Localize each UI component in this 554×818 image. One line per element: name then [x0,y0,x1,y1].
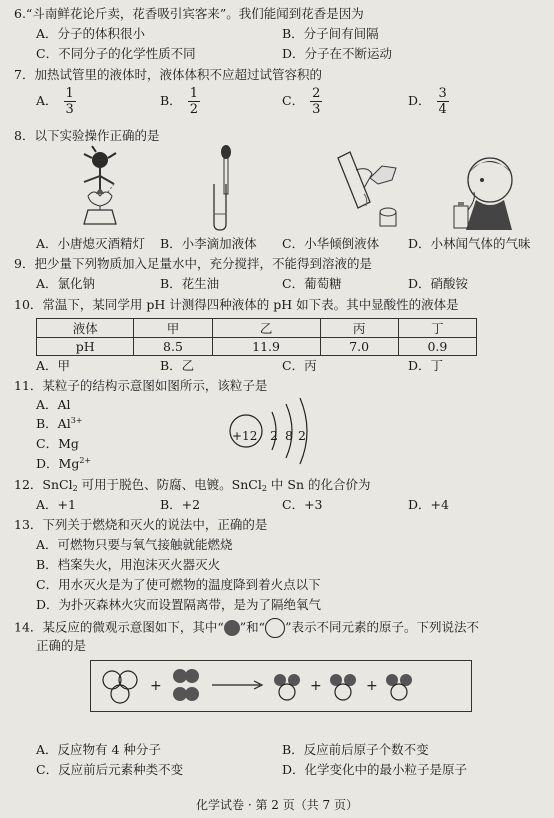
q14-option-d: D．化学变化中的最小粒子是原子 [282,762,468,777]
ph-table-cell: 0.9 [398,338,476,356]
light-atom-legend-icon [265,618,285,638]
q10-stem: 10．常温下，某同学用 pH 计测得四种液体的 pH 如下表。其中显酸性的液体是 [14,297,459,312]
q11-option-b: B．$Al^{3+}$ [36,416,83,431]
dark-atom-legend-icon [224,620,240,636]
q14-option-a: A．反应物有 4 种分子 [36,742,161,757]
pour-liquid-illustration [312,148,402,230]
q12-option-c: C．+3 [282,497,323,512]
q7-stem: 7．加热试管里的液体时，液体体积不应超过试管容积的 [14,67,322,82]
q13-stem: 13．下列关于燃烧和灭火的说法中，正确的是 [14,517,268,532]
q11-option-a: A．Al [36,397,71,412]
q12-stem: 12．SnCl$_2$ 可用于脱色、防腐、电镀。SnCl$_2$ 中 Sn 的化合价为 [14,477,371,493]
q6-option-c: C．不同分子的化学性质不同 [36,46,196,61]
q9-option-a: A．氯化钠 [36,276,96,291]
atom-shell-3: 2 [298,428,306,443]
atom-nucleus-charge: +12 [232,429,258,443]
smell-gas-illustration [446,150,526,232]
ph-table-cell: pH [37,338,134,356]
q8-stem: 8．以下实验操作正确的是 [14,128,160,143]
q8-option-d: D．小林闻气体的气味 [408,236,531,251]
q8-option-c: C．小华倾倒液体 [282,236,380,251]
svg-text:+: + [150,678,162,694]
q10-option-c: C．丙 [282,358,317,373]
reaction-diagram [90,660,470,710]
dropper-illustration [196,144,256,234]
q7-option-b: B． $\frac{1}{2}$ [160,86,198,117]
q9-option-c: C．葡萄糖 [282,276,342,291]
ph-table-cell: 乙 [212,319,320,338]
ph-table [36,318,477,356]
atom-shell-2: 8 [285,428,293,443]
atom-shell-1: 2 [270,428,278,443]
ph-table-cell: 丁 [398,319,476,338]
ph-table-value-row [37,338,477,356]
q13-option-d: D．为扑灭森林火灾而设置隔离带，是为了隔绝氧气 [36,597,322,612]
q13-option-c: C．用水灭火是为了使可燃物的温度降到着火点以下 [36,577,321,592]
q11-option-d: D．$Mg^{2+}$ [36,456,92,471]
q6-option-a: A．分子的体积很小 [36,26,146,41]
q7-option-c: C． $\frac{2}{3}$ [282,86,321,117]
q12-option-a: A．+1 [36,497,76,512]
q8-option-a: A．小唐熄灭酒精灯 [36,236,146,251]
q10-option-a: A．甲 [36,358,71,373]
q6-stem: 6.“斗南鲜花论斤卖，花香吸引宾客来”。我们能闻到花香是因为 [14,6,364,21]
q8-option-b: B．小李滴加液体 [160,236,257,251]
ph-table-header-row [37,319,477,338]
page-footer: 化学试卷 · 第 2 页（共 7 页） [196,798,358,812]
q12-option-b: B．+2 [160,497,201,512]
ph-table-cell: 丙 [320,319,398,338]
q10-option-d: D．丁 [408,358,444,373]
q7-option-d: D． $\frac{3}{4}$ [408,86,447,117]
ph-table-cell: 11.9 [212,338,320,356]
svg-text:+: + [366,678,378,694]
extinguish-lamp-illustration [70,148,140,230]
ph-table-cell: 液体 [37,319,134,338]
q14-stem-cont: 正确的是 [36,638,87,653]
q9-stem: 9．把少量下列物质加入足量水中，充分搅拌，不能得到溶液的是 [14,256,372,271]
ph-table-cell: 8.5 [134,338,212,356]
ph-table-cell: 甲 [134,319,212,338]
q6-option-b: B．分子间有间隔 [282,26,379,41]
q11-option-c: C．Mg [36,436,79,451]
q11-stem: 11．某粒子的结构示意图如图所示，该粒子是 [14,378,268,393]
q6-option-d: D．分子在不断运动 [282,46,393,61]
q10-option-b: B．乙 [160,358,195,373]
q7-option-a: A． $\frac{1}{3}$ [36,86,74,117]
q14-option-c: C．反应前后元素种类不变 [36,762,184,777]
q13-option-a: A．可燃物只要与氧气接触就能燃烧 [36,537,233,552]
q14-stem: 14．某反应的微观示意图如下，其中“ ”和“ ”表示不同元素的原子。下列说法不 [14,618,479,638]
q14-option-b: B．反应前后原子个数不变 [282,742,429,757]
ph-table-cell: 7.0 [320,338,398,356]
q9-option-d: D．硝酸铵 [408,276,469,291]
q12-option-d: D．+4 [408,497,449,512]
svg-text:+: + [310,678,322,694]
q9-option-b: B．花生油 [160,276,220,291]
q13-option-b: B．档案失火，用泡沫灭火器灭火 [36,557,221,572]
